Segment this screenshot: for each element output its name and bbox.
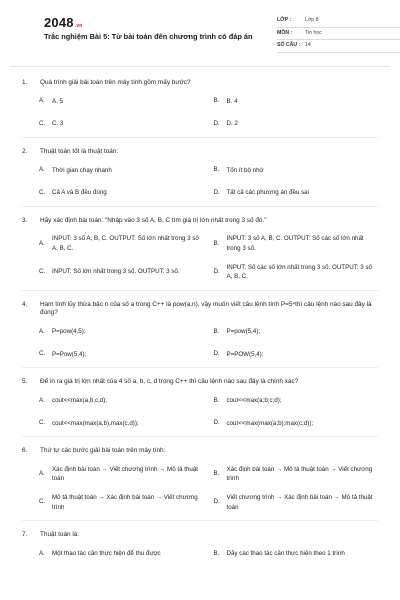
option-letter: B. — [213, 396, 220, 404]
option-text: Thời gian chạy nhanh — [52, 166, 112, 174]
question-2 — [22, 148, 378, 207]
logo-text: 2048 — [44, 15, 74, 30]
question-number: 3. — [22, 216, 28, 224]
option-text: B. 4 — [226, 97, 238, 105]
question-text: Hàm tính lũy thừa bậc n của số a trong C++ là pow(a,n), vậy muốn viết câu lệnh tính P=5⁴thì câu lệnh nào sau đây là đúng? — [40, 300, 372, 317]
option-c[interactable] — [39, 493, 204, 512]
option-letter: A. — [39, 549, 45, 557]
option-text: Tất cả các phương án đều sai — [226, 189, 309, 197]
answer-options — [22, 549, 378, 559]
meta-label: MÔN : — [277, 29, 293, 36]
option-text: Một thao tác cần thực hiện để thu được — [52, 549, 161, 557]
option-b[interactable] — [214, 549, 379, 559]
answer-options — [22, 234, 378, 281]
question-number: 2. — [22, 147, 28, 155]
answer-options — [22, 396, 378, 428]
question-number: 6. — [22, 447, 28, 455]
meta-label: LỚP : — [277, 17, 292, 24]
option-letter: D. — [213, 268, 220, 275]
option-letter: B. — [213, 97, 220, 105]
option-letter: C. — [39, 498, 46, 506]
option-text: Xác định bài toán → Viết chương trình → Mô tả thuật toán — [52, 465, 199, 483]
option-text: cout<<max(max(a;b);max(c;d)); — [226, 419, 314, 427]
option-text: A. 5 — [52, 97, 64, 105]
option-b[interactable] — [214, 166, 379, 176]
option-text: D. 2 — [226, 120, 238, 128]
question-3 — [22, 217, 378, 291]
option-d[interactable] — [214, 419, 379, 429]
quiz-meta — [277, 15, 400, 53]
option-text: P=pow(5,4); — [226, 328, 261, 336]
option-letter: C. — [39, 419, 46, 427]
option-letter: C. — [39, 268, 46, 275]
option-letter: D. — [213, 498, 220, 506]
option-letter: A. — [39, 396, 45, 404]
option-c[interactable] — [39, 419, 204, 429]
option-letter: B. — [213, 166, 220, 174]
question-number: 5. — [22, 378, 28, 386]
answer-options — [22, 166, 378, 198]
option-d[interactable] — [214, 263, 379, 282]
question-1 — [22, 79, 378, 138]
question-7 — [22, 531, 378, 566]
option-text: INPUT: 3 số A, B, C. OUTPUT: Số các số lớn nhất trong 3 số. — [226, 235, 364, 252]
option-text: P=Pow(5,4); — [52, 350, 87, 358]
option-text: Tốn ít bộ nhớ — [226, 166, 264, 174]
option-b[interactable] — [214, 465, 379, 484]
page-title: Trắc nghiệm Bài 5: Từ bài toán đến chương trình có đáp án — [44, 32, 253, 41]
option-text: C. 3 — [52, 120, 64, 128]
option-d[interactable] — [214, 188, 379, 198]
option-letter: A. — [39, 97, 45, 105]
header — [22, 0, 378, 66]
option-text: cout<<max(a;b;c;d); — [226, 396, 282, 404]
question-text: Để in ra giá trị lớn nhất của 4 số a, b, c, d trong C++ thì câu lệnh nào sau đây là chính xác? — [40, 378, 299, 386]
option-b[interactable] — [214, 327, 379, 337]
question-5 — [22, 378, 378, 437]
option-a[interactable] — [39, 234, 204, 253]
option-letter: D. — [213, 188, 220, 196]
option-text: INPUT: Số lớn nhất trong 3 số. OUTPUT: 3 số. — [52, 268, 180, 276]
option-text: P=POW(5,4); — [226, 350, 264, 358]
answer-options — [22, 465, 378, 512]
question-4 — [22, 301, 378, 369]
answer-options — [22, 327, 378, 359]
option-letter: A. — [39, 239, 45, 247]
option-c[interactable] — [39, 263, 204, 282]
question-number: 4. — [22, 300, 28, 308]
meta-value: Lớp 8 — [305, 17, 319, 24]
option-letter: C. — [39, 119, 46, 127]
option-letter: A. — [39, 327, 45, 335]
option-a[interactable] — [39, 465, 204, 484]
meta-label: SỐ CÂU : — [277, 42, 301, 49]
option-letter: D. — [213, 119, 220, 127]
option-a[interactable] — [39, 166, 204, 176]
option-b[interactable] — [214, 396, 379, 406]
answer-options — [22, 97, 378, 129]
question-text: Thứ tự các bước giải bài toán trên máy tính: — [40, 447, 166, 455]
question-list — [22, 79, 378, 576]
site-logo[interactable] — [44, 14, 83, 32]
option-a[interactable] — [39, 97, 204, 107]
option-text: INPUT: Số các số lớn nhất trong 3 số. OUTPUT: 3 số A, B, C. — [226, 263, 372, 281]
option-c[interactable] — [39, 119, 204, 129]
option-text: Dãy các thao tác cần thực hiện theo 1 trình — [226, 549, 345, 557]
meta-subject — [277, 28, 400, 41]
option-c[interactable] — [39, 350, 204, 360]
header-divider — [10, 66, 390, 67]
option-d[interactable] — [214, 350, 379, 360]
option-d[interactable] — [214, 119, 379, 129]
meta-count — [277, 40, 400, 53]
option-text: Xác định bài toán → Mô tả thuật toán → Viết chương trình — [226, 465, 373, 483]
option-text: Cả A và B đều đúng — [52, 189, 107, 197]
meta-class — [277, 15, 400, 28]
option-letter: B. — [213, 239, 220, 247]
option-b[interactable] — [214, 234, 379, 253]
question-text: Thuật toán tốt là thuật toán: — [40, 147, 119, 155]
option-text: INPUT: 3 số A, B, C. OUTPUT: Số lớn nhất trong 3 số A, B, C. — [52, 235, 199, 252]
meta-value: 14 — [305, 42, 311, 49]
question-6 — [22, 447, 378, 521]
option-letter: A. — [39, 470, 45, 478]
option-text: cout<<max(max(a,b),max(c,d)); — [52, 419, 139, 427]
option-c[interactable] — [39, 188, 204, 198]
option-letter: B. — [213, 327, 220, 335]
option-d[interactable] — [214, 493, 379, 512]
option-letter: C. — [39, 350, 46, 358]
option-a[interactable] — [39, 327, 204, 337]
question-text: Thuật toán là: — [40, 531, 80, 539]
option-text: cout<<max(a,b,c,d); — [52, 396, 108, 404]
option-text: Viết chương trình → Xác định bài toán → Mô tả thuật toán — [226, 494, 373, 511]
option-letter: D. — [213, 350, 220, 358]
question-text: Quá trình giải bài toán trên máy tính gồm mấy bước? — [40, 79, 191, 86]
question-text: Hãy xác định bài toán: "Nhập vào 3 số A, B, C tìm giá trị lớn nhất trong 3 số đó." — [40, 216, 267, 224]
option-letter: C. — [39, 188, 46, 196]
option-text: Mô tả thuật toán → Xác định bài toán → Viết chương trình — [52, 494, 198, 511]
option-text: P=pow(4,5); — [52, 328, 86, 336]
option-letter: B. — [213, 549, 220, 557]
option-b[interactable] — [214, 97, 379, 107]
option-a[interactable] — [39, 396, 204, 406]
option-letter: D. — [213, 419, 220, 427]
meta-value: Tin học — [305, 29, 322, 36]
logo-suffix: .vn — [74, 23, 83, 29]
question-number: 1. — [22, 79, 28, 86]
option-letter: A. — [39, 166, 45, 174]
question-number: 7. — [22, 531, 28, 539]
option-a[interactable] — [39, 549, 204, 559]
option-letter: B. — [213, 470, 220, 478]
